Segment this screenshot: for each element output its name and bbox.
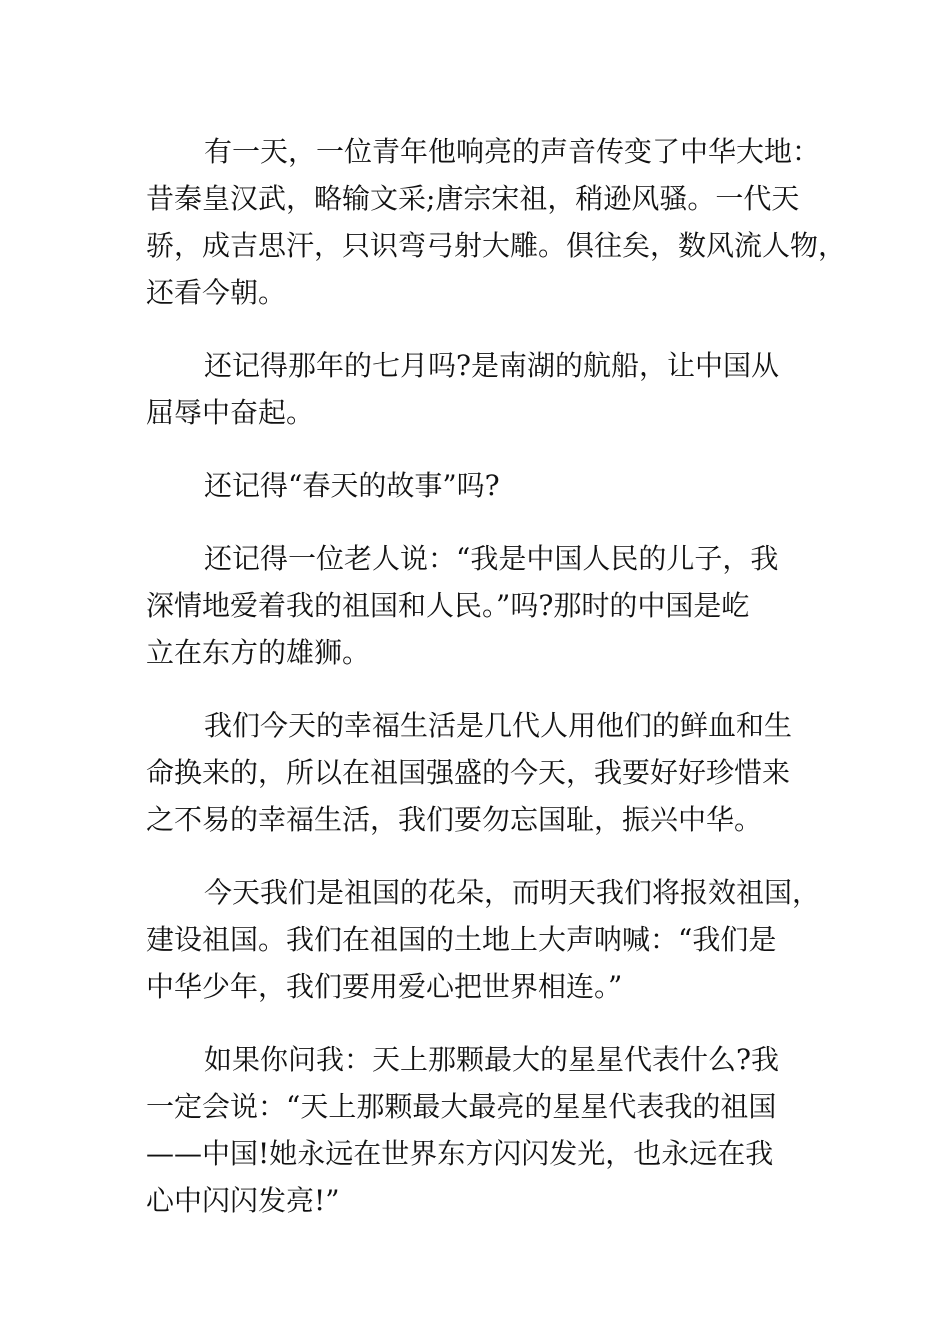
document-body xyxy=(146,128,847,1224)
paragraph-line: 今天我们是祖国的花朵，而明天我们将报效祖国， xyxy=(204,876,821,909)
paragraph-2 xyxy=(146,342,816,436)
paragraph-spacer xyxy=(146,316,816,342)
paragraph-line: 骄，成吉思汗，只识弯弓射大雕。俱往矣，数风流人物， xyxy=(146,229,847,262)
paragraph-line: 还记得一位老人说：“我是中国人民的儿子，我 xyxy=(204,542,779,575)
paragraph-6 xyxy=(146,869,821,1010)
paragraph-line: 还看今朝。 xyxy=(146,276,287,309)
paragraph-7 xyxy=(146,1036,816,1224)
paragraph-spacer xyxy=(146,509,816,535)
paragraph-line: 中华少年，我们要用爱心把世界相连。” xyxy=(146,970,623,1003)
paragraph-line: 建设祖国。我们在祖国的土地上大声呐喊：“我们是 xyxy=(146,923,777,956)
paragraph-line: 命换来的，所以在祖国强盛的今天，我要好好珍惜来 xyxy=(146,756,791,789)
paragraph-line: 深情地爱着我的祖国和人民。”吗?那时的中国是屹 xyxy=(146,589,750,622)
paragraph-5 xyxy=(146,702,816,843)
paragraph-1 xyxy=(146,128,847,316)
paragraph-line: 昔秦皇汉武，略输文采;唐宗宋祖，稍逊风骚。一代天 xyxy=(146,182,800,215)
paragraph-4 xyxy=(146,535,816,676)
paragraph-3 xyxy=(146,462,816,509)
paragraph-line: 立在东方的雄狮。 xyxy=(146,636,371,669)
paragraph-line: 如果你问我：天上那颗最大的星星代表什么?我 xyxy=(204,1043,780,1076)
paragraph-line: 有一天，一位青年他响亮的声音传变了中华大地： xyxy=(204,135,821,168)
paragraph-spacer xyxy=(146,436,816,462)
paragraph-line: 还记得“春天的故事”吗? xyxy=(204,469,500,502)
paragraph-spacer xyxy=(146,676,816,702)
paragraph-line: 屈辱中奋起。 xyxy=(146,396,315,429)
paragraph-line: 还记得那年的七月吗?是南湖的航船，让中国从 xyxy=(204,349,780,382)
paragraph-spacer xyxy=(146,843,816,869)
paragraph-line: 心中闪闪发亮!” xyxy=(146,1184,340,1217)
paragraph-line: 我们今天的幸福生活是几代人用他们的鲜血和生 xyxy=(204,709,793,742)
paragraph-line: 一定会说：“天上那颗最大最亮的星星代表我的祖国 xyxy=(146,1090,777,1123)
paragraph-line: ——中国!她永远在世界东方闪闪发光，也永远在我 xyxy=(146,1137,774,1170)
paragraph-spacer xyxy=(146,1010,816,1036)
paragraph-line: 之不易的幸福生活，我们要勿忘国耻，振兴中华。 xyxy=(146,803,763,836)
